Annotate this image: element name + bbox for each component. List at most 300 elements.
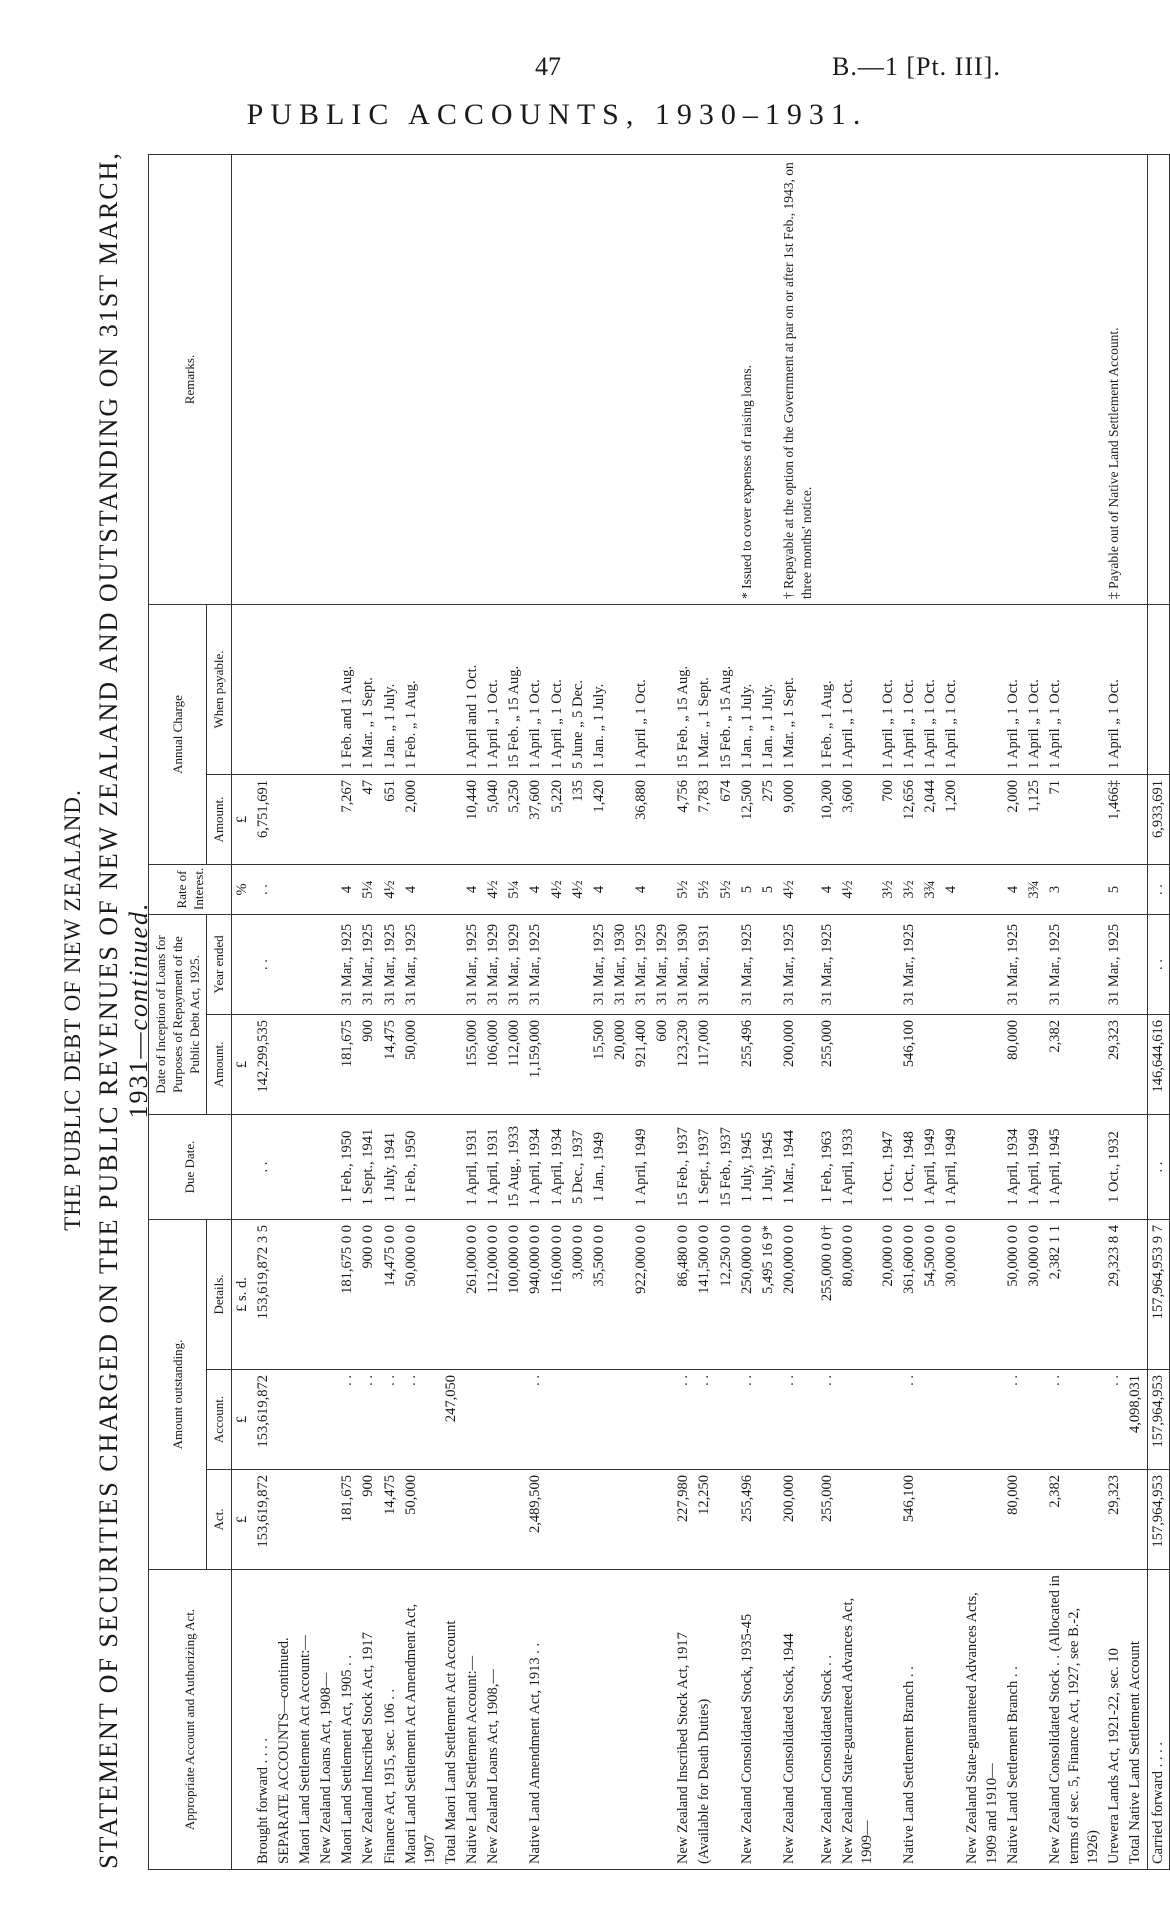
account-amount [758, 1370, 779, 1470]
details-amount: 30,000 0 0 [941, 1220, 962, 1370]
inception-amount: 142,299,535 [253, 1015, 274, 1115]
act-amount: 255,496 [737, 1470, 758, 1570]
when-payable: 1 Feb. and 1 Aug. [337, 604, 358, 774]
remark [817, 154, 838, 604]
annual-charge-amount: 12,500 [737, 775, 758, 865]
act-amount [547, 1470, 568, 1570]
account-amount: . . [817, 1370, 838, 1470]
due-date: 1 April, 1949 [631, 1115, 652, 1220]
act-amount: 546,100 [899, 1470, 920, 1570]
remark [758, 154, 779, 604]
annual-charge-amount [295, 775, 316, 865]
remark [1024, 154, 1045, 604]
details-amount: 922,000 0 0 [631, 1220, 652, 1370]
details-amount: 35,500 0 0 [589, 1220, 610, 1370]
row-label [568, 1570, 589, 1870]
account-amount: . . [1003, 1370, 1024, 1470]
row-label: New Zealand Consolidated Stock . . (Allocated in terms of sec. 5, Finance Act, 1927, see B.-2, 1926) [1045, 1570, 1104, 1870]
interest-rate: 5¼ [358, 865, 379, 915]
inception-amount [274, 1015, 295, 1115]
row-label [652, 1570, 673, 1870]
when-payable: 1 April „ 1 Oct. [1045, 604, 1104, 774]
act-amount: 50,000 [401, 1470, 441, 1570]
due-date: 1 Oct., 1948 [899, 1115, 920, 1220]
when-payable [962, 604, 1002, 774]
act-amount [631, 1470, 652, 1570]
due-date [295, 1115, 316, 1220]
inception-amount: 255,496 [737, 1015, 758, 1115]
due-date: 1 July, 1941 [380, 1115, 401, 1220]
when-payable: 1 April „ 1 Oct. [1024, 604, 1045, 774]
remark [337, 154, 358, 604]
when-payable: 1 April and 1 Oct. [462, 604, 483, 774]
due-date: 1 July, 1945 [758, 1115, 779, 1220]
remark: * Issued to cover expenses of raising loans. [737, 154, 758, 604]
annual-charge-amount: 700 [878, 775, 899, 865]
page-number: 47 [535, 52, 561, 81]
inception-year [838, 915, 878, 1015]
inception-year [274, 915, 295, 1015]
interest-rate: 5 [758, 865, 779, 915]
interest-rate [962, 865, 1002, 915]
remark [1003, 154, 1024, 604]
due-date [1125, 1115, 1147, 1220]
remark [441, 154, 462, 604]
inception-year: 31 Mar., 1925 [1104, 915, 1125, 1015]
inception-amount: 1,159,000 [525, 1015, 546, 1115]
when-payable: 1 April „ 1 Oct. [547, 604, 568, 774]
details-amount: 940,000 0 0 [525, 1220, 546, 1370]
act-amount: 12,250 [694, 1470, 715, 1570]
when-payable: 1 Mar. „ 1 Sept. [694, 604, 715, 774]
inception-year [920, 915, 941, 1015]
when-payable [610, 604, 631, 774]
inception-year [716, 915, 737, 1015]
col-rate-header: Rate of Interest. [149, 865, 232, 915]
col-due-date-header: Due Date. [149, 1115, 232, 1220]
interest-rate: 3¾ [920, 865, 941, 915]
remark [547, 154, 568, 604]
units-row [231, 154, 253, 1869]
row-label: New Zealand Loans Act, 1908,— [483, 1570, 504, 1870]
table-row [589, 154, 610, 1869]
when-payable: 1 April „ 1 Oct. [920, 604, 941, 774]
inception-amount [758, 1015, 779, 1115]
inception-year: 31 Mar., 1925 [380, 915, 401, 1015]
account-amount: 247,050 [441, 1370, 462, 1470]
when-payable [316, 604, 337, 774]
act-amount [1024, 1470, 1045, 1570]
details-amount: 29,323 8 4 [1104, 1220, 1125, 1370]
col-inc-year-header: Year ended [207, 915, 231, 1015]
row-label [878, 1570, 899, 1870]
annual-charge-amount [610, 775, 631, 865]
inception-amount: 106,000 [483, 1015, 504, 1115]
due-date [274, 1115, 295, 1220]
when-payable: 1 Feb. „ 1 Aug. [401, 604, 441, 774]
row-label: Urewera Lands Act, 1921-22, sec. 10 [1104, 1570, 1125, 1870]
unit-act: £ [231, 1470, 253, 1570]
table-row [1125, 154, 1147, 1869]
act-amount [610, 1470, 631, 1570]
row-label [716, 1570, 737, 1870]
due-date: 15 Feb., 1937 [673, 1115, 694, 1220]
table-row [316, 154, 337, 1869]
table-row [380, 154, 401, 1869]
due-date: 1 Feb., 1963 [817, 1115, 838, 1220]
inception-amount: 181,675 [337, 1015, 358, 1115]
table-row [401, 154, 441, 1869]
interest-rate: 5 [737, 865, 758, 915]
interest-rate: 4½ [779, 865, 817, 915]
col-amount-outstanding-header: Amount outstanding. [149, 1220, 207, 1570]
remark [295, 154, 316, 604]
inception-year: 31 Mar., 1925 [401, 915, 441, 1015]
inception-year: 31 Mar., 1925 [737, 915, 758, 1015]
details-amount: 14,475 0 0 [380, 1220, 401, 1370]
table-row [694, 154, 715, 1869]
due-date: 1 Oct., 1932 [1104, 1115, 1125, 1220]
due-date: 1 Sept., 1937 [694, 1115, 715, 1220]
when-payable [652, 604, 673, 774]
interest-rate: 4 [589, 865, 610, 915]
inception-amount: 123,230 [673, 1015, 694, 1115]
when-payable: 1 April „ 1 Oct. [1003, 604, 1024, 774]
details-amount: 100,000 0 0 [504, 1220, 525, 1370]
interest-rate: . . [1147, 865, 1169, 915]
statement-text: STATEMENT OF SECURITIES CHARGED ON THE PUBLIC REVENUES OF NEW ZEALAND AND OUTSTANDING ON 31ST MARCH, 1931— [94, 151, 153, 1869]
details-amount: 157,964,953 9 7 [1147, 1220, 1169, 1370]
when-payable: 1 Feb. „ 1 Aug. [817, 604, 838, 774]
inception-amount: 14,475 [380, 1015, 401, 1115]
inception-amount: 15,500 [589, 1015, 610, 1115]
account-amount: . . [673, 1370, 694, 1470]
remark [920, 154, 941, 604]
col-ac-amount-header: Amount. [207, 775, 231, 865]
table-row [1147, 154, 1169, 1869]
details-amount: 250,000 0 0 [737, 1220, 758, 1370]
account-amount: . . [737, 1370, 758, 1470]
remark [568, 154, 589, 604]
inception-year: 31 Mar., 1925 [631, 915, 652, 1015]
act-amount [589, 1470, 610, 1570]
act-amount: 181,675 [337, 1470, 358, 1570]
annual-charge-amount: 37,600 [525, 775, 546, 865]
row-label: New Zealand Consolidated Stock, 1935-45 [737, 1570, 758, 1870]
remark [962, 154, 1002, 604]
unit-rate: % [231, 865, 253, 915]
interest-rate [295, 865, 316, 915]
details-amount: 116,000 0 0 [547, 1220, 568, 1370]
due-date: 5 Dec., 1937 [568, 1115, 589, 1220]
table-row [673, 154, 694, 1869]
table-row [568, 154, 589, 1869]
due-date: 1 Mar., 1944 [779, 1115, 817, 1220]
annual-charge-amount: 1,420 [589, 775, 610, 865]
act-amount [316, 1470, 337, 1570]
due-date: 1 Sept., 1941 [358, 1115, 379, 1220]
remark [941, 154, 962, 604]
inception-year: 31 Mar., 1929 [483, 915, 504, 1015]
remark [1147, 154, 1169, 604]
table-row [920, 154, 941, 1869]
remark [462, 154, 483, 604]
row-label: New Zealand Loans Act, 1908— [316, 1570, 337, 1870]
due-date [962, 1115, 1002, 1220]
act-amount [295, 1470, 316, 1570]
act-amount [483, 1470, 504, 1570]
inception-amount: 112,000 [504, 1015, 525, 1115]
annual-charge-amount: 3,600 [838, 775, 878, 865]
inception-year: 31 Mar., 1929 [652, 915, 673, 1015]
table-row [1003, 154, 1024, 1869]
annual-charge-amount: 2,000 [401, 775, 441, 865]
when-payable: 1 April „ 1 Oct. [1104, 604, 1125, 774]
account-amount [610, 1370, 631, 1470]
account-amount: . . [779, 1370, 817, 1470]
annual-charge-amount [1125, 775, 1147, 865]
account-amount: 157,964,953 [1147, 1370, 1169, 1470]
account-amount [941, 1370, 962, 1470]
act-amount [878, 1470, 899, 1570]
inception-amount [920, 1015, 941, 1115]
table-row [483, 154, 504, 1869]
when-payable [1125, 604, 1147, 774]
annual-charge-amount: 10,200 [817, 775, 838, 865]
remark [673, 154, 694, 604]
table-row [274, 154, 295, 1869]
due-date [316, 1115, 337, 1220]
table-row [1045, 154, 1104, 1869]
row-label: Maori Land Settlement Act Account:— [295, 1570, 316, 1870]
act-amount: 2,489,500 [525, 1470, 546, 1570]
due-date: 15 Feb., 1937 [716, 1115, 737, 1220]
inception-year: 31 Mar., 1925 [358, 915, 379, 1015]
details-amount: 20,000 0 0 [878, 1220, 899, 1370]
col-annual-charge-header: Annual Charge [149, 604, 207, 864]
account-amount [547, 1370, 568, 1470]
due-date: 1 Oct., 1947 [878, 1115, 899, 1220]
table-row [610, 154, 631, 1869]
when-payable: 1 Jan. „ 1 July. [737, 604, 758, 774]
table-row [962, 154, 1002, 1869]
due-date: 1 July, 1945 [737, 1115, 758, 1220]
account-amount [631, 1370, 652, 1470]
col-details-header: Details. [207, 1220, 231, 1370]
row-label: (Available for Death Duties) [694, 1570, 715, 1870]
inception-year [941, 915, 962, 1015]
annual-charge-amount: 4,756 [673, 775, 694, 865]
row-label: New Zealand Consolidated Stock . . [817, 1570, 838, 1870]
account-amount: . . [401, 1370, 441, 1470]
details-amount [274, 1220, 295, 1370]
remark [483, 154, 504, 604]
details-amount: 5,495 16 9* [758, 1220, 779, 1370]
account-amount [462, 1370, 483, 1470]
inception-year: 31 Mar., 1925 [525, 915, 546, 1015]
remark [1125, 154, 1147, 604]
row-label: New Zealand State-guaranteed Advances Acts, 1909 and 1910— [962, 1570, 1002, 1870]
inception-year: . . [1147, 915, 1169, 1015]
interest-rate: 5½ [673, 865, 694, 915]
remark [589, 154, 610, 604]
account-amount [504, 1370, 525, 1470]
table-row [838, 154, 878, 1869]
when-payable: 1 Jan. „ 1 July. [380, 604, 401, 774]
row-label: Finance Act, 1915, sec. 106 . . [380, 1570, 401, 1870]
due-date: . . [1147, 1115, 1169, 1220]
account-amount [878, 1370, 899, 1470]
inception-amount [1125, 1015, 1147, 1115]
securities-table-body [231, 154, 1169, 1869]
interest-rate: 4 [941, 865, 962, 915]
inception-amount: 255,000 [817, 1015, 838, 1115]
remark [274, 154, 295, 604]
row-label [941, 1570, 962, 1870]
due-date: 1 April, 1934 [525, 1115, 546, 1220]
details-amount: 181,675 0 0 [337, 1220, 358, 1370]
when-payable: 1 April „ 1 Oct. [483, 604, 504, 774]
row-label [547, 1570, 568, 1870]
row-label: Carried forward . . . . [1147, 1570, 1169, 1870]
remark [504, 154, 525, 604]
annual-charge-amount: 135 [568, 775, 589, 865]
unit-details: £ s. d. [231, 1220, 253, 1370]
due-date: 1 April, 1949 [920, 1115, 941, 1220]
annual-charge-amount: 2,000 [1003, 775, 1024, 865]
annual-charge-amount: 5,040 [483, 775, 504, 865]
interest-rate: 5½ [716, 865, 737, 915]
inception-year [295, 915, 316, 1015]
row-label: Native Land Settlement Branch . . [1003, 1570, 1024, 1870]
interest-rate: 4½ [483, 865, 504, 915]
table-row [716, 154, 737, 1869]
act-amount: 29,323 [1104, 1470, 1125, 1570]
inception-amount: 900 [358, 1015, 379, 1115]
table-row [737, 154, 758, 1869]
interest-rate [610, 865, 631, 915]
page-title: PUBLIC ACCOUNTS, 1930–1931. [246, 98, 868, 131]
inception-amount [941, 1015, 962, 1115]
account-amount [920, 1370, 941, 1470]
inception-year [547, 915, 568, 1015]
details-amount [1125, 1220, 1147, 1370]
row-label [589, 1570, 610, 1870]
inception-amount [962, 1015, 1002, 1115]
annual-charge-amount [274, 775, 295, 865]
due-date: . . [253, 1115, 274, 1220]
table-row [817, 154, 838, 1869]
when-payable: 5 June „ 5 Dec. [568, 604, 589, 774]
row-label [610, 1570, 631, 1870]
remark: † Repayable at the option of the Government at par on or after 1st Feb., 1943, on three months' notice. [779, 154, 817, 604]
row-label: New Zealand Consolidated Stock, 1944 [779, 1570, 817, 1870]
document-reference: B.—1 [Pt. III]. [832, 52, 1001, 81]
inception-amount: 546,100 [899, 1015, 920, 1115]
remark: ‡ Payable out of Native Land Settlement Account. [1104, 154, 1125, 604]
due-date: 1 April, 1934 [547, 1115, 568, 1220]
interest-rate: . . [253, 865, 274, 915]
due-date [441, 1115, 462, 1220]
inception-amount: 2,382 [1045, 1015, 1104, 1115]
act-amount: 900 [358, 1470, 379, 1570]
row-label: New Zealand Inscribed Stock Act, 1917 [673, 1570, 694, 1870]
due-date [652, 1115, 673, 1220]
inception-amount [716, 1015, 737, 1115]
account-amount [716, 1370, 737, 1470]
details-amount: 900 0 0 [358, 1220, 379, 1370]
row-label [920, 1570, 941, 1870]
when-payable: 1 April „ 1 Oct. [631, 604, 652, 774]
inception-year: 31 Mar., 1925 [589, 915, 610, 1015]
row-label: Total Native Land Settlement Account [1125, 1570, 1147, 1870]
row-label: SEPARATE ACCOUNTS—continued. [274, 1570, 295, 1870]
statement-suffix: continued. [124, 901, 153, 1031]
row-label: Maori Land Settlement Act Amendment Act, 1907 [401, 1570, 441, 1870]
interest-rate: 4 [631, 865, 652, 915]
inception-year [962, 915, 1002, 1015]
when-payable [441, 604, 462, 774]
document-heading: THE PUBLIC DEBT OF NEW ZEALAND. [60, 789, 85, 1231]
act-amount [941, 1470, 962, 1570]
annual-charge-amount [652, 775, 673, 865]
row-label [631, 1570, 652, 1870]
inception-year [878, 915, 899, 1015]
interest-rate: 4½ [568, 865, 589, 915]
due-date: 1 April, 1931 [483, 1115, 504, 1220]
when-payable: 1 April „ 1 Oct. [878, 604, 899, 774]
act-amount [274, 1470, 295, 1570]
table-row [1104, 154, 1125, 1869]
annual-charge-amount: 9,000 [779, 775, 817, 865]
account-amount: . . [1104, 1370, 1125, 1470]
details-amount: 200,000 0 0 [779, 1220, 817, 1370]
details-amount [316, 1220, 337, 1370]
act-amount [462, 1470, 483, 1570]
inception-year: 31 Mar., 1931 [694, 915, 715, 1015]
table-row [337, 154, 358, 1869]
rotated-statement [60, 150, 1166, 1870]
interest-rate: 3½ [878, 865, 899, 915]
inception-amount [838, 1015, 878, 1115]
inception-amount [1024, 1015, 1045, 1115]
details-amount: 261,000 0 0 [462, 1220, 483, 1370]
row-label: New Zealand State-guaranteed Advances Act, 1909— [838, 1570, 878, 1870]
table-row [631, 154, 652, 1869]
interest-rate [1125, 865, 1147, 915]
annual-charge-amount [441, 775, 462, 865]
act-amount [1125, 1470, 1147, 1570]
when-payable: 1 April „ 1 Oct. [838, 604, 878, 774]
remark [358, 154, 379, 604]
table-row [462, 154, 483, 1869]
account-amount [316, 1370, 337, 1470]
account-amount: . . [694, 1370, 715, 1470]
annual-charge-amount: 651 [380, 775, 401, 865]
details-amount [610, 1220, 631, 1370]
remark [401, 154, 441, 604]
table-row [899, 154, 920, 1869]
col-ac-when-header: When payable. [207, 604, 231, 774]
details-amount: 80,000 0 0 [838, 1220, 878, 1370]
interest-rate: 3¾ [1024, 865, 1045, 915]
remark [838, 154, 878, 604]
interest-rate: 4 [817, 865, 838, 915]
inception-year [758, 915, 779, 1015]
row-label [758, 1570, 779, 1870]
table-row [295, 154, 316, 1869]
annual-charge-amount [962, 775, 1002, 865]
